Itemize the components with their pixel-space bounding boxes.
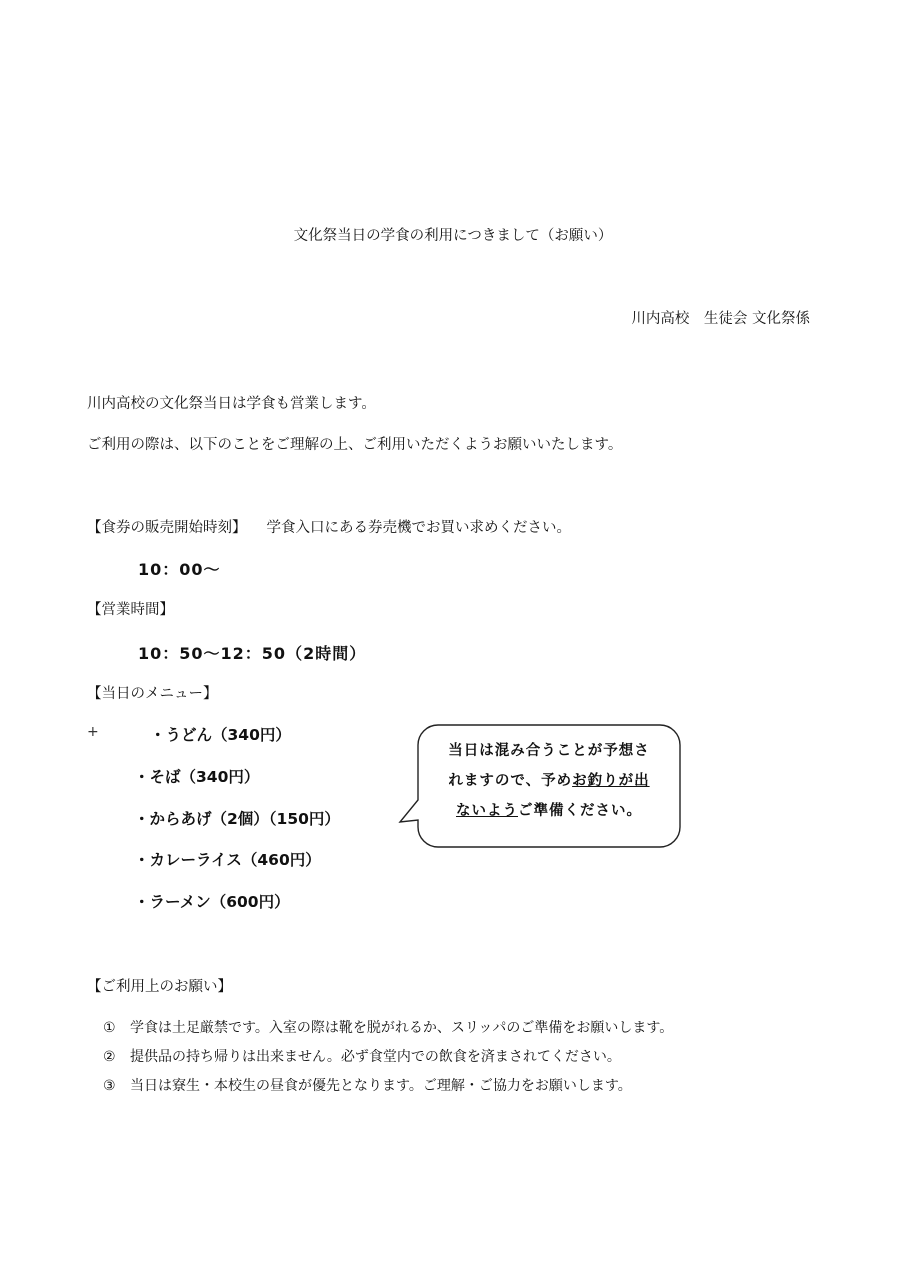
- organization-name: 川内高校 生徒会 文化祭係: [631, 311, 810, 327]
- callout-text: [418, 736, 680, 826]
- menu-heading: 【当日のメニュー】: [87, 686, 218, 702]
- ticket-sales-note: 学食入口にある券売機でお買い求めください。: [266, 520, 571, 536]
- intro-paragraph-2: ご利用の際は、以下のことをご理解の上、ご利用いただくようお願いいたします。: [87, 437, 623, 453]
- menu-item-ramen: ・ラーメン（600円）: [134, 893, 290, 911]
- request-text: 学食は土足厳禁です。入室の際は靴を脱がれるか、スリッパのご準備をお願いします。: [130, 1020, 674, 1036]
- request-text: 提供品の持ち帰りは出来ません。必ず食堂内での飲食を済まされてください。: [130, 1049, 621, 1065]
- request-item-2: [103, 1046, 621, 1066]
- callout-bubble: [418, 724, 680, 848]
- requests-heading: 【ご利用上のお願い】: [87, 979, 232, 995]
- intro-paragraph-1: 川内高校の文化祭当日は学食も営業します。: [87, 396, 376, 412]
- ticket-sales-time: 10：00〜: [138, 560, 221, 579]
- menu-plus-marker: +: [87, 724, 99, 740]
- callout-line-3-emphasis: ないよう: [456, 803, 518, 819]
- ticket-sales-heading: 【食券の販売開始時刻】: [87, 520, 247, 536]
- callout-line-2-plain: れますので、予め: [448, 773, 573, 789]
- request-text: 当日は寮生・本校生の昼食が優先となります。ご理解・ご協力をお願いします。: [130, 1078, 632, 1094]
- business-hours-time: 10：50〜12：50（2時間）: [138, 644, 367, 663]
- request-number: ①: [103, 1020, 116, 1036]
- business-hours-heading: 【営業時間】: [87, 602, 174, 618]
- request-number: ②: [103, 1049, 116, 1065]
- callout-line-2: [418, 766, 680, 796]
- callout-line-2-emphasis: お釣りが出: [572, 773, 650, 789]
- request-item-1: [103, 1017, 673, 1037]
- menu-item-karaage: ・からあげ（2個）（150円）: [134, 810, 340, 828]
- request-number: ③: [103, 1078, 116, 1094]
- callout-line-3-plain: ご準備ください。: [518, 803, 642, 819]
- menu-item-soba: ・そば（340円）: [134, 768, 260, 786]
- document-title: 文化祭当日の学食の利用につきまして（お願い）: [293, 228, 613, 244]
- callout-line-3: [418, 796, 680, 826]
- menu-item-curry-rice: ・カレーライス（460円）: [134, 851, 321, 869]
- menu-item-udon: ・うどん（340円）: [150, 726, 291, 744]
- ticket-sales-section: [87, 516, 571, 537]
- request-item-3: [103, 1075, 632, 1095]
- callout-line-1: 当日は混み合うことが予想さ: [448, 743, 650, 759]
